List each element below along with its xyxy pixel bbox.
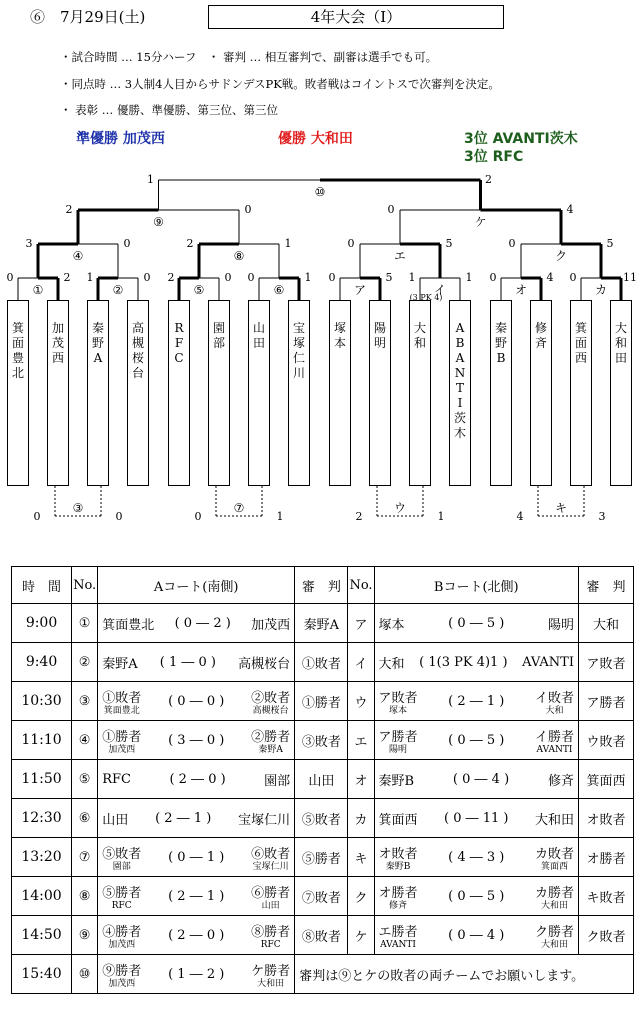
rule-line: ・ 表彰 … 優勝、準優勝、第三位、第三位 bbox=[60, 103, 278, 117]
team-sub: 箕面西 bbox=[540, 861, 568, 872]
match-b bbox=[374, 643, 578, 682]
match-no: ア bbox=[348, 604, 374, 643]
score-label: 5 bbox=[385, 271, 393, 284]
team-box: R F C bbox=[168, 300, 190, 486]
team-sub: 加茂西 bbox=[108, 939, 136, 950]
rule-line: ・試合時間 … 15分ハーフ ・ 審判 … 相互審判で、副審は選手でも可。 bbox=[60, 50, 438, 64]
referee-a: 秦野A bbox=[295, 604, 348, 643]
team-box: 園 部 bbox=[208, 300, 230, 486]
team-box: 秦 野 A bbox=[87, 300, 109, 486]
team-name: ②敗者 bbox=[251, 690, 291, 706]
score-label: 0 bbox=[247, 271, 255, 284]
match-no: ク bbox=[348, 877, 374, 916]
referee-b: ア敗者 bbox=[578, 643, 633, 682]
table-row-final bbox=[12, 955, 634, 994]
score-label: 0 bbox=[489, 271, 497, 284]
score: ( 0 ― 0 ) bbox=[168, 693, 225, 709]
score: ( 0 ― 4 ) bbox=[452, 771, 510, 787]
match-no: ⑩ bbox=[72, 955, 98, 994]
table-row bbox=[12, 760, 634, 799]
score-label: 2 bbox=[167, 271, 175, 284]
team-name: 秦野B bbox=[378, 773, 415, 789]
score: ( 1(3 PK 4)1 ) bbox=[419, 654, 508, 670]
match-no: カ bbox=[348, 799, 374, 838]
team-name: ②勝者 bbox=[251, 729, 291, 745]
team-name: ①敗者 bbox=[102, 690, 142, 706]
third-place-2: 3位 RFC bbox=[464, 149, 524, 165]
match-a bbox=[98, 799, 295, 838]
header-time: 時 間 bbox=[12, 567, 72, 604]
team-name: ア敗者 bbox=[378, 690, 418, 706]
table-row bbox=[12, 877, 634, 916]
match-a bbox=[98, 760, 295, 799]
score-label: 4 bbox=[566, 203, 574, 216]
score: ( 4 ― 3 ) bbox=[448, 849, 505, 865]
team-name: ク勝者 bbox=[534, 924, 574, 940]
score-label: 0 bbox=[328, 271, 336, 284]
match-label: ウ bbox=[393, 501, 407, 515]
match-no: イ bbox=[348, 643, 374, 682]
team-sub: RFC bbox=[111, 900, 132, 911]
match-label: ③ bbox=[72, 501, 84, 515]
team-box: 加 茂 西 bbox=[47, 300, 69, 486]
team-name: ⑨勝者 bbox=[102, 963, 142, 979]
score: ( 0 ― 1 ) bbox=[168, 849, 225, 865]
score: ( 2 ― 0 ) bbox=[169, 771, 226, 787]
team-name: ⑥勝者 bbox=[251, 885, 291, 901]
match-b bbox=[374, 604, 578, 643]
score-label: 3 bbox=[25, 237, 33, 250]
team-name: 大和 bbox=[378, 656, 405, 672]
team-box: 秦 野 B bbox=[490, 300, 512, 486]
match-no: ③ bbox=[72, 682, 98, 721]
score: ( 2 ― 1 ) bbox=[155, 810, 212, 826]
time-cell: 14:00 bbox=[12, 877, 72, 916]
score-label: 0 bbox=[194, 510, 202, 523]
team-name: 高槻桜台 bbox=[238, 656, 291, 672]
team-name: オ敗者 bbox=[378, 846, 418, 862]
referee-a: ①敗者 bbox=[295, 643, 348, 682]
team-name: カ勝者 bbox=[534, 885, 574, 901]
score-label: 1 bbox=[276, 510, 284, 523]
match-no: ④ bbox=[72, 721, 98, 760]
referee-b: ク敗者 bbox=[578, 916, 633, 955]
team-box: 高 槻 桜 台 bbox=[127, 300, 149, 486]
team-name: 塚本 bbox=[378, 617, 405, 633]
match-b bbox=[374, 799, 578, 838]
time-cell: 10:30 bbox=[12, 682, 72, 721]
team-box: 箕 面 豊 北 bbox=[7, 300, 29, 486]
team-name: ⑤敗者 bbox=[102, 846, 142, 862]
score: ( 1 ― 2 ) bbox=[168, 966, 225, 982]
header-date: ⑥ 7月29日(土) bbox=[30, 8, 146, 26]
score-label: 1 bbox=[284, 237, 292, 250]
referee-a: ⑤勝者 bbox=[295, 838, 348, 877]
team-name: イ敗者 bbox=[534, 690, 574, 706]
team-sub: 園部 bbox=[112, 861, 131, 872]
match-no: ウ bbox=[348, 682, 374, 721]
match-no: ⑥ bbox=[72, 799, 98, 838]
match-label: ⑨ bbox=[153, 215, 164, 229]
match-no: エ bbox=[348, 721, 374, 760]
team-name: ⑥敗者 bbox=[251, 846, 291, 862]
match-label: ① bbox=[32, 283, 44, 297]
score-label: 4 bbox=[516, 510, 524, 523]
match-label: ⑦ bbox=[233, 501, 245, 515]
referee-a: ⑦敗者 bbox=[295, 877, 348, 916]
team-sub: 高槻桜台 bbox=[252, 705, 289, 716]
team-name: AVANTI bbox=[522, 654, 574, 670]
team-sub: AVANTI bbox=[380, 939, 416, 950]
header-no: No. bbox=[348, 567, 374, 604]
schedule-table bbox=[11, 566, 634, 994]
team-sub: RFC bbox=[260, 939, 281, 950]
score-label: 0 bbox=[347, 237, 355, 250]
team-name: 大和田 bbox=[534, 812, 574, 828]
team-sub: 加茂西 bbox=[108, 978, 136, 989]
match-b bbox=[374, 916, 578, 955]
score-label: 5 bbox=[445, 237, 453, 250]
team-name: 加茂西 bbox=[251, 617, 291, 633]
team-box: 大 和 田 bbox=[610, 300, 632, 486]
score-label: 0 bbox=[123, 237, 131, 250]
score-label: 0 bbox=[569, 271, 577, 284]
score-label: 2 bbox=[63, 271, 71, 284]
rule-line: ・同点時 … 3人制4人目からサドンデスPK戦。敗者戦はコイントスで次審判を決定。 bbox=[60, 77, 500, 91]
team-sub: 大和田 bbox=[257, 978, 285, 989]
match-no: オ bbox=[348, 760, 374, 799]
score-label: 3 bbox=[598, 510, 606, 523]
match-no: ① bbox=[72, 604, 98, 643]
team-sub: 秦野A bbox=[258, 744, 283, 755]
time-cell: 9:40 bbox=[12, 643, 72, 682]
match-a bbox=[98, 838, 295, 877]
match-label: ⑧ bbox=[233, 249, 245, 263]
score-label: 0 bbox=[33, 510, 41, 523]
match-label: キ bbox=[554, 501, 568, 515]
team-name: 修斉 bbox=[547, 773, 574, 789]
referee-b: キ敗者 bbox=[578, 877, 633, 916]
team-box: 修 斉 bbox=[530, 300, 552, 486]
score-label: 0 bbox=[143, 271, 151, 284]
match-label: エ bbox=[393, 249, 407, 263]
header-referee: 審 判 bbox=[578, 567, 633, 604]
header-referee: 審 判 bbox=[295, 567, 348, 604]
match-no: ケ bbox=[348, 916, 374, 955]
match-no: キ bbox=[348, 838, 374, 877]
team-name: RFC bbox=[102, 771, 131, 787]
score: ( 2 ― 1 ) bbox=[448, 693, 505, 709]
team-sub: 塚本 bbox=[389, 705, 408, 716]
table-row bbox=[12, 799, 634, 838]
team-sub: 大和 bbox=[545, 705, 564, 716]
team-name: 山田 bbox=[102, 812, 129, 828]
runner-up: 準優勝 加茂西 bbox=[76, 131, 165, 147]
score-label: 2 bbox=[186, 237, 194, 250]
time-cell: 9:00 bbox=[12, 604, 72, 643]
match-a bbox=[98, 604, 295, 643]
team-name: 陽明 bbox=[547, 617, 574, 633]
match-b bbox=[374, 877, 578, 916]
match-b bbox=[374, 838, 578, 877]
team-sub: 山田 bbox=[261, 900, 280, 911]
score-label: 0 bbox=[508, 237, 516, 250]
score-label: 1 bbox=[147, 173, 154, 186]
team-name: 箕面西 bbox=[378, 812, 418, 828]
team-name: イ勝者 bbox=[534, 729, 574, 745]
score-label: 0 bbox=[224, 271, 232, 284]
team-name: オ勝者 bbox=[378, 885, 418, 901]
final-note: 審判は⑨とケの敗者の両チームでお願いします。 bbox=[295, 955, 634, 994]
table-row bbox=[12, 643, 634, 682]
time-cell: 14:50 bbox=[12, 916, 72, 955]
referee-b: ウ敗者 bbox=[578, 721, 633, 760]
score-label: 2 bbox=[65, 203, 73, 216]
match-label: ⑩ bbox=[314, 185, 326, 199]
match-no: ② bbox=[72, 643, 98, 682]
team-sub: 加茂西 bbox=[108, 744, 136, 755]
team-sub: AVANTI bbox=[536, 744, 573, 755]
match-no: ⑤ bbox=[72, 760, 98, 799]
score: ( 0 ― 2 ) bbox=[174, 615, 231, 631]
header-court-b: Bコート(北側) bbox=[374, 567, 578, 604]
score-label: 0 bbox=[387, 203, 395, 216]
team-box: 塚 本 bbox=[329, 300, 351, 486]
score-label: 1 bbox=[408, 271, 416, 284]
team-box: 大 和 bbox=[409, 300, 431, 486]
referee-b: 大和 bbox=[578, 604, 633, 643]
header-no: No. bbox=[72, 567, 98, 604]
team-name: カ敗者 bbox=[534, 846, 574, 862]
score: ( 0 ― 5 ) bbox=[448, 615, 505, 631]
pk-note: (3 PK 4) bbox=[409, 293, 443, 302]
score: ( 0 ― 5 ) bbox=[448, 732, 505, 748]
match-final bbox=[98, 955, 295, 994]
team-sub: 秦野B bbox=[385, 861, 411, 872]
third-place-1: 3位 AVANTI茨木 bbox=[464, 131, 578, 147]
team-box: A B A N T I 茨 木 bbox=[449, 300, 471, 486]
team-sub: 陽明 bbox=[389, 744, 408, 755]
team-name: 宝塚仁川 bbox=[238, 812, 291, 828]
table-row bbox=[12, 721, 634, 760]
score: ( 3 ― 0 ) bbox=[168, 732, 225, 748]
team-sub: 大和田 bbox=[540, 939, 568, 950]
team-name: 箕面豊北 bbox=[102, 617, 155, 633]
match-b bbox=[374, 721, 578, 760]
referee-b: オ勝者 bbox=[578, 838, 633, 877]
team-name: ④勝者 bbox=[102, 924, 142, 940]
score-label: 2 bbox=[485, 173, 492, 186]
table-row bbox=[12, 838, 634, 877]
score-label: 4 bbox=[546, 271, 554, 284]
table-row bbox=[12, 916, 634, 955]
header-court-a: Aコート(南側) bbox=[98, 567, 295, 604]
referee-a: 山田 bbox=[295, 760, 348, 799]
score-label: 1 bbox=[465, 271, 473, 284]
match-a bbox=[98, 916, 295, 955]
referee-a: ⑧敗者 bbox=[295, 916, 348, 955]
score-label: 0 bbox=[244, 203, 252, 216]
match-label: ② bbox=[112, 283, 124, 297]
match-label: ク bbox=[554, 249, 568, 263]
table-row bbox=[12, 682, 634, 721]
match-label: カ bbox=[594, 283, 608, 297]
match-label: ④ bbox=[72, 249, 84, 263]
match-a bbox=[98, 682, 295, 721]
time-cell: 12:30 bbox=[12, 799, 72, 838]
score-label: 1 bbox=[304, 271, 312, 284]
table-row bbox=[12, 604, 634, 643]
time-cell: 15:40 bbox=[12, 955, 72, 994]
team-sub: 大和田 bbox=[540, 900, 568, 911]
referee-a: ①勝者 bbox=[295, 682, 348, 721]
match-label: オ bbox=[514, 283, 528, 297]
match-a bbox=[98, 643, 295, 682]
time-cell: 11:50 bbox=[12, 760, 72, 799]
team-name: ⑤勝者 bbox=[102, 885, 142, 901]
match-no: ⑦ bbox=[72, 838, 98, 877]
score-label: 1 bbox=[437, 510, 445, 523]
score-label: 11 bbox=[623, 271, 637, 284]
team-name: 園部 bbox=[264, 773, 291, 789]
team-name: エ勝者 bbox=[378, 924, 418, 940]
score-label: 0 bbox=[6, 271, 14, 284]
referee-b: オ敗者 bbox=[578, 799, 633, 838]
score: ( 2 ― 0 ) bbox=[168, 927, 225, 943]
match-label: ⑤ bbox=[193, 283, 205, 297]
time-cell: 11:10 bbox=[12, 721, 72, 760]
score-label: 5 bbox=[606, 237, 614, 250]
match-label: ア bbox=[353, 283, 367, 297]
match-b bbox=[374, 760, 578, 799]
team-box: 箕 面 西 bbox=[570, 300, 592, 486]
match-no: ⑧ bbox=[72, 877, 98, 916]
team-box: 宝 塚 仁 川 bbox=[288, 300, 310, 486]
score-label: 1 bbox=[86, 271, 94, 284]
score: ( 0 ― 11 ) bbox=[444, 810, 509, 826]
match-b bbox=[374, 682, 578, 721]
time-cell: 13:20 bbox=[12, 838, 72, 877]
score: ( 2 ― 1 ) bbox=[168, 888, 225, 904]
match-label: ケ bbox=[474, 215, 487, 229]
score: ( 0 ― 4 ) bbox=[448, 927, 505, 943]
score-label: 0 bbox=[115, 510, 123, 523]
referee-a: ⑤敗者 bbox=[295, 799, 348, 838]
score: ( 0 ― 5 ) bbox=[448, 888, 505, 904]
champion: 優勝 大和田 bbox=[278, 131, 353, 147]
team-name: ⑧勝者 bbox=[251, 924, 291, 940]
team-name: ①勝者 bbox=[102, 729, 142, 745]
referee-b: ア勝者 bbox=[578, 682, 633, 721]
match-label: ⑥ bbox=[273, 283, 285, 297]
team-name: ケ勝者 bbox=[251, 963, 291, 979]
team-name: 秦野A bbox=[102, 656, 138, 672]
referee-a: ③敗者 bbox=[295, 721, 348, 760]
team-sub: 修斉 bbox=[389, 900, 408, 911]
match-a bbox=[98, 721, 295, 760]
match-a bbox=[98, 877, 295, 916]
team-sub: 箕面豊北 bbox=[103, 705, 140, 716]
score: ( 1 ― 0 ) bbox=[159, 654, 216, 670]
match-no: ⑨ bbox=[72, 916, 98, 955]
referee-b: 箕面西 bbox=[578, 760, 633, 799]
page-title: 4年大会（Ⅰ） bbox=[208, 5, 504, 29]
match-label: イ bbox=[433, 283, 447, 297]
score-label: 2 bbox=[355, 510, 363, 523]
team-box: 山 田 bbox=[248, 300, 270, 486]
team-name: ア勝者 bbox=[378, 729, 418, 745]
team-box: 陽 明 bbox=[369, 300, 391, 486]
team-sub: 宝塚仁川 bbox=[252, 861, 289, 872]
